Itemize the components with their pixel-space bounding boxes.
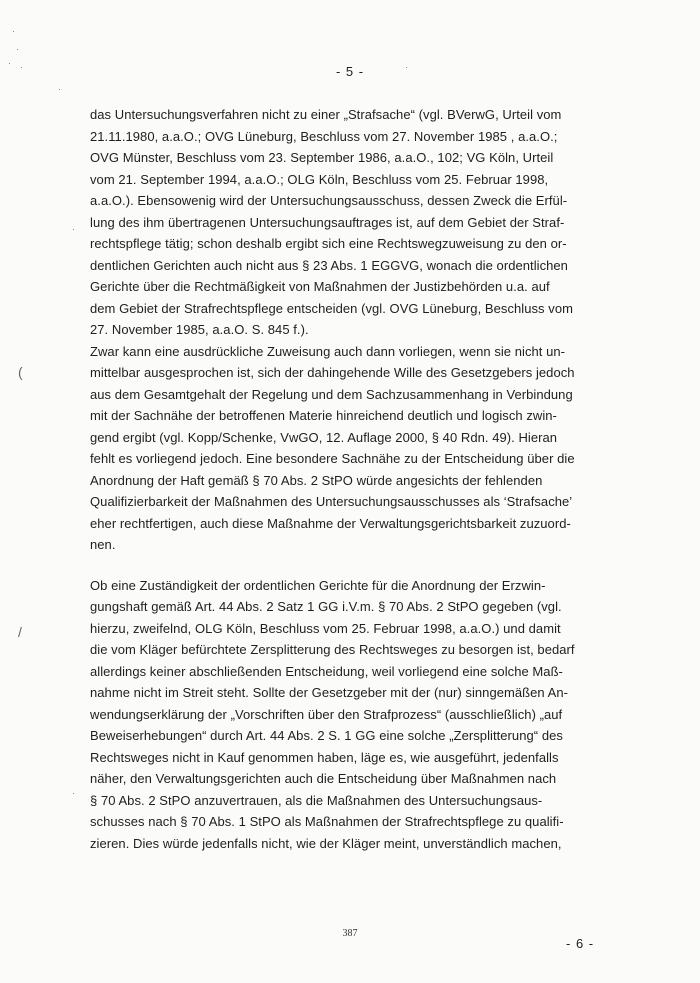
scan-speck: · bbox=[8, 58, 11, 68]
paragraph-3 bbox=[90, 575, 596, 855]
text-line: die vom Kläger befürchtete Zersplitterung des Rechtsweges zu besorgen ist, bedarf bbox=[90, 642, 575, 657]
scan-speck: · bbox=[72, 788, 75, 798]
text-line: 21.11.1980, a.a.O.; OVG Lüneburg, Beschluss vom 27. November 1985 , a.a.O.; bbox=[90, 128, 558, 144]
scan-bracket-mark: ( bbox=[18, 364, 23, 380]
text-line: zieren. Dies würde jedenfalls nicht, wie der Kläger meint, unverständlich machen, bbox=[90, 835, 562, 851]
text-line: fehlt es vorliegend jedoch. Eine besondere Sachnähe zu der Entscheidung über die bbox=[90, 451, 575, 466]
text-line: allerdings keiner abschließenden Entscheidung, weil vorliegend eine solche Maß- bbox=[90, 663, 563, 679]
text-line: rechtspflege tätig; schon deshalb ergibt sich eine Rechtswegzuweisung zu den or- bbox=[90, 236, 567, 251]
scan-speck: · bbox=[405, 62, 408, 72]
text-line: Gerichte über die Rechtmäßigkeit von Maßnahmen der Justizbehörden u.a. auf bbox=[90, 279, 550, 294]
scan-speck: · bbox=[12, 26, 15, 36]
paragraph-gap bbox=[90, 556, 596, 575]
text-line: näher, den Verwaltungsgerichten auch die Entscheidung über Maßnahmen nach bbox=[90, 771, 557, 786]
text-line: § 70 Abs. 2 StPO anzuvertrauen, als die Maßnahmen des Untersuchungsaus- bbox=[90, 792, 543, 808]
text-line: wendungserklärung der „Vorschriften über den Strafprozess“ (ausschließlich) „auf bbox=[90, 706, 563, 722]
paragraph-1 bbox=[90, 104, 596, 341]
text-line: gend ergibt (vgl. Kopp/Schenke, VwGO, 12. Auflage 2000, § 40 Rdn. 49). Hieran bbox=[90, 429, 558, 445]
paragraph-2 bbox=[90, 341, 596, 556]
text-line: dentlichen Gerichten auch nicht aus § 23 Abs. 1 EGGVG, wonach die ordentlichen bbox=[90, 257, 568, 273]
scan-speck: · bbox=[16, 44, 19, 54]
text-line: aus dem Gesamtgehalt der Regelung und dem Sachzusammenhang in Verbindung bbox=[90, 386, 573, 402]
scan-speck: · bbox=[72, 224, 75, 234]
scan-speck: · bbox=[58, 84, 61, 94]
text-line: vom 21. September 1994, a.a.O.; OLG Köln, Beschluss vom 25. Februar 1998, bbox=[90, 171, 549, 187]
text-line: nahme nicht im Streit steht. Sollte der Gesetzgeber mit der (nur) sinngemäßen An- bbox=[90, 685, 569, 700]
scan-speck: · bbox=[20, 62, 23, 72]
text-line: mittelbar ausgesprochen ist, sich der dahingehende Wille des Gesetzgebers jedoch bbox=[90, 365, 575, 380]
text-line: Rechtsweges nicht in Kauf genommen haben, läge es, wie ausgeführt, jedenfalls bbox=[90, 749, 559, 765]
text-line: Ob eine Zuständigkeit der ordentlichen Gerichte für die Anordnung der Erzwin- bbox=[90, 577, 546, 593]
text-line: 27. November 1985, a.a.O. S. 845 f.). bbox=[90, 322, 309, 337]
text-line: das Untersuchungsverfahren nicht zu einer „Strafsache“ (vgl. BVerwG, Urteil vom bbox=[90, 107, 562, 122]
text-line: gungshaft gemäß Art. 44 Abs. 2 Satz 1 GG i.V.m. § 70 Abs. 2 StPO gegeben (vgl. bbox=[90, 599, 562, 614]
text-line: Anordnung der Haft gemäß § 70 Abs. 2 StPO würde angesichts der fehlenden bbox=[90, 472, 543, 488]
text-line: mit der Sachnähe der betroffenen Materie hinreichend deutlich und logisch zwin- bbox=[90, 408, 557, 423]
text-line: Qualifizierbarkeit der Maßnahmen des Untersuchungsausschusses als ‘Strafsache’ bbox=[90, 494, 573, 509]
text-line: OVG Münster, Beschluss vom 23. September 1986, a.a.O., 102; VG Köln, Urteil bbox=[90, 150, 554, 165]
folio-number: 387 bbox=[342, 928, 358, 939]
text-line: nen. bbox=[90, 537, 116, 552]
next-page-marker: - 6 - bbox=[566, 936, 595, 951]
text-line: hierzu, zweifelnd, OLG Köln, Beschluss vom 25. Februar 1998, a.a.O.) und damit bbox=[90, 620, 561, 636]
page-number-top: - 5 - bbox=[335, 64, 365, 79]
text-line: a.a.O.). Ebensowenig wird der Untersuchungsausschuss, dessen Zweck die Erfül- bbox=[90, 193, 568, 208]
scan-bracket-mark: / bbox=[18, 624, 22, 640]
text-line: eher rechtfertigen, auch diese Maßnahme der Verwaltungsgerichtsbarkeit zuzuord- bbox=[90, 515, 571, 531]
text-line: dem Gebiet der Strafrechtspflege entscheiden (vgl. OVG Lüneburg, Beschluss vom bbox=[90, 300, 573, 316]
text-line: schusses nach § 70 Abs. 1 StPO als Maßnahmen der Strafrechtspflege zu qualifi- bbox=[90, 814, 564, 829]
text-line: Beweiserhebungen“ durch Art. 44 Abs. 2 S. 1 GG eine solche „Zersplitterung“ des bbox=[90, 728, 563, 743]
text-line: lung des ihm übertragenen Untersuchungsauftrages ist, auf dem Gebiet der Straf- bbox=[90, 214, 565, 230]
body-text bbox=[90, 104, 596, 854]
text-line: Zwar kann eine ausdrückliche Zuweisung auch dann vorliegen, wenn sie nicht un- bbox=[90, 343, 566, 359]
